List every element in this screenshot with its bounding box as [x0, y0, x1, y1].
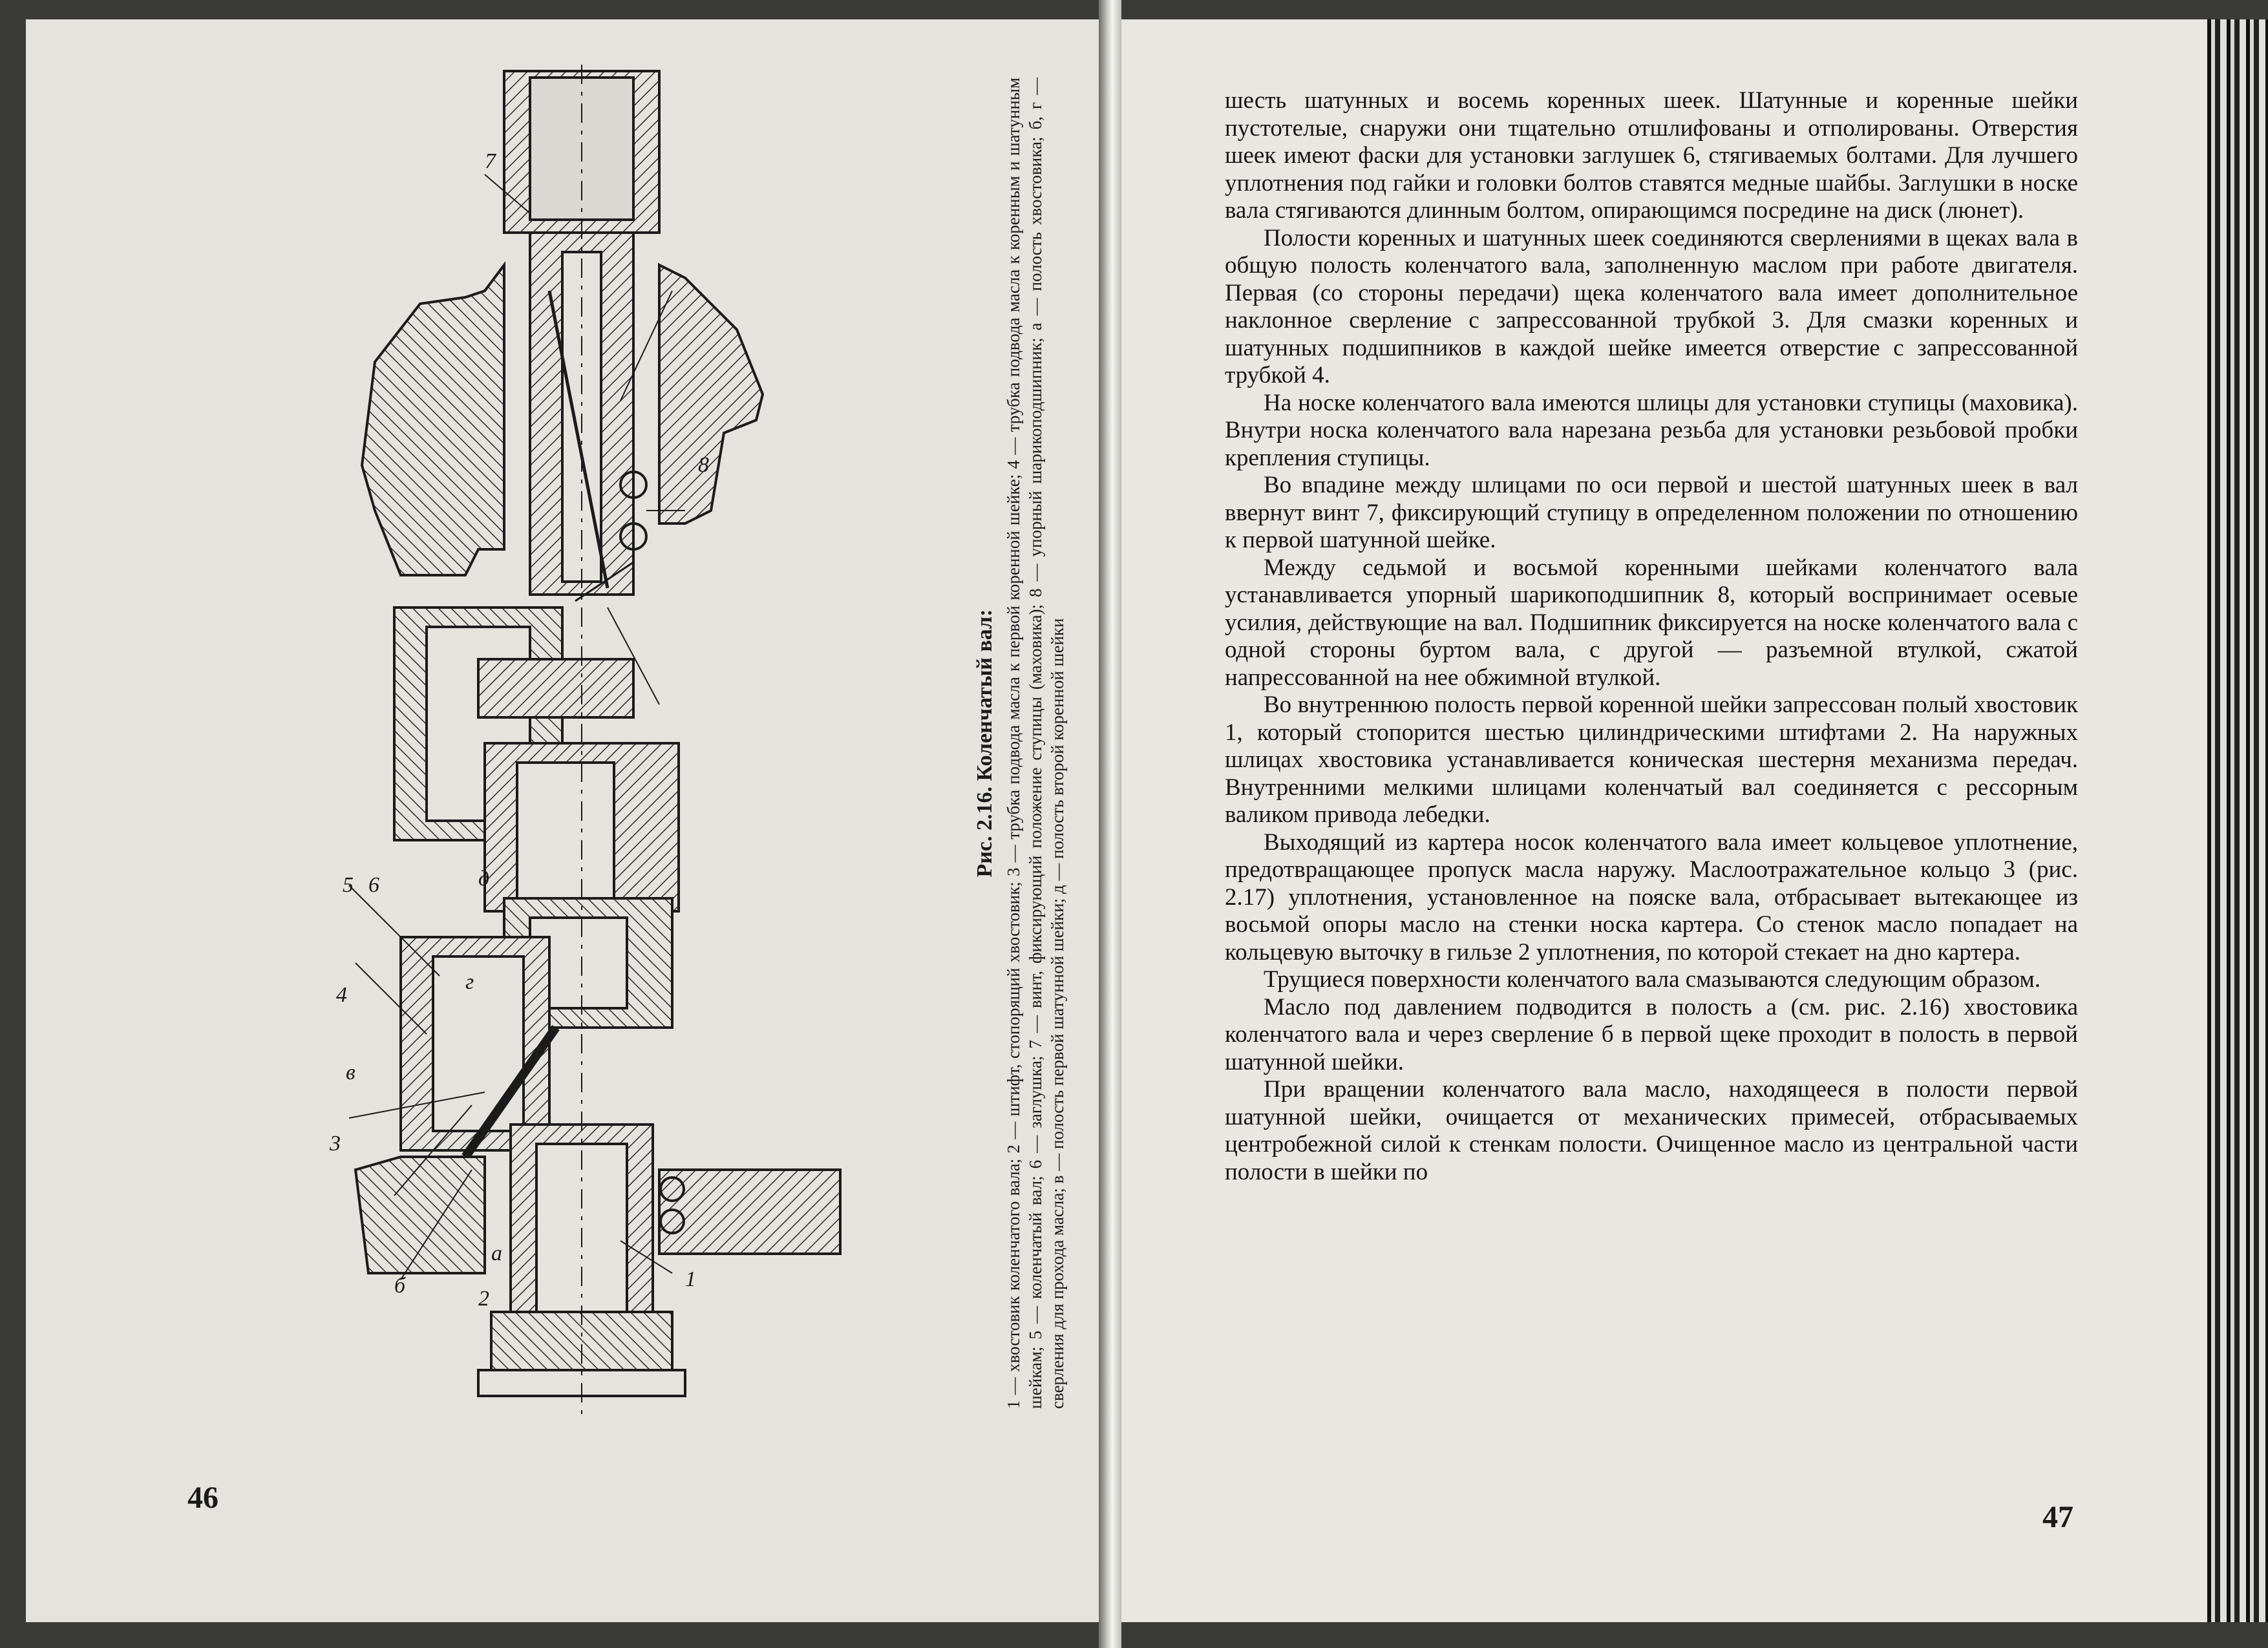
figure-label: 8	[698, 453, 709, 477]
figure-label: 1	[685, 1267, 696, 1291]
paragraph: Во впадине между шлицами по оси первой и шестой шатунных шеек в вал ввернут винт 7, фиксирующий ступицу в определенном положении по отношению к первой шатунной шейке.	[1225, 472, 2078, 553]
crankshaft-drawing	[271, 58, 892, 1422]
figure-label: 5	[343, 873, 354, 897]
paragraph: При вращении коленчатого вала масло, находящееся в полости первой шатунной шейки, очищается от механических примесей, отбрасываемых центробежной силой к стенкам полости. Очищенное масло из центральной части полости в шейки по	[1225, 1076, 2078, 1185]
figure-label: 3	[330, 1132, 341, 1156]
figure-label: г	[465, 970, 474, 994]
paragraph: Полости коренных и шатунных шеек соединяются сверлениями в щеках вала в общую полость коленчатого вала, заполненную маслом при работе двигателя. Первая (со стороны передачи) щека коленчатого вала имеет дополнительное наклонное сверление с запрессованной трубкой 3. Для смазки коренных и шатунных подшипников в каждой шейке имеется отверстие с запрессованной трубкой 4.	[1225, 224, 2078, 388]
paragraph: Масло под давлением подводится в полость а (см. рис. 2.16) хвостовика коленчатого вала и через сверление б в первой щеке проходит в полость в первой шатунной шейки.	[1225, 993, 2078, 1075]
figure-caption	[973, 78, 1108, 1409]
body-text	[1225, 87, 2078, 1186]
paragraph: шесть шатунных и восемь коренных шеек. Шатунные и коренные шейки пустотелые, снаружи они тщательно отшлифованы и отполированы. Отверстия шеек имеют фаски для установки заглушек 6, стягиваемых болтами. Для лучшего уплотнения под гайки и головки болтов ставятся медные шайбы. Заглушки в носке вала стягиваются длинным болтом, опирающимся посредине на диск (люнет).	[1225, 87, 2078, 224]
figure-label: а	[491, 1241, 502, 1265]
paragraph: Выходящий из картера носок коленчатого вала имеет кольцевое уплотнение, предотвращающее пропуск масла наружу. Маслоотражательное кольцо 3 (рис. 2.17) уплотнения, установленное на пояске вала, отбрасывает вытекающее из восьмой опоры масло на стенки носка картера. Со стенок масло попадает на кольцевую выточку в гильзе 2 уплотнения, по которой стекает на дно картера.	[1225, 829, 2078, 966]
caption-text: 1 — хвостовик коленчатого вала; 2 — штифт, стопорящий хвостовик; 3 — трубка подвода масла к первой коренной шейке; 4 — трубка подвода масла к коренным и шатунным шейкам; 5 — коленчатый вал; 6 — заглушка; 7 — винт, фиксирующий положение ступицы (маховика); 8 — упорный шарикоподшипник; а — полость хвостовика; б, г — сверления для прохода масла; в — полость первой шатунной шейки; д — полость второй коренной шейки	[1004, 78, 1067, 1409]
paragraph: На носке коленчатого вала имеются шлицы для установки ступицы (маховика). Внутри носка коленчатого вала нарезана резьба для установки резьбовой пробки крепления ступицы.	[1225, 389, 2078, 471]
figure-label: 7	[485, 149, 496, 173]
figure-label: 4	[336, 983, 347, 1007]
page-number-right: 47	[2042, 1500, 2073, 1534]
caption-title: Рис. 2.16. Коленчатый вал:	[973, 609, 997, 878]
figure-label: 6	[368, 873, 379, 897]
page-edges	[2207, 19, 2268, 1622]
page-number-left: 46	[187, 1481, 218, 1515]
figure-label: д	[478, 867, 490, 891]
paragraph: Во внутреннюю полость первой коренной шейки запрессован полый хвостовик 1, который стопорится шестью цилиндрическими штифтами 2. На наружных шлицах хвостовика устанавливается коническая шестерня механизма передач. Внутренними мелкими шлицами коленчатый вал соединяется с рессорным валиком привода лебедки.	[1225, 692, 2078, 828]
figure-label: 2	[478, 1287, 489, 1311]
figure-label: б	[394, 1274, 406, 1298]
paragraph: Между седьмой и восьмой коренными шейками коленчатого вала устанавливается упорный шарикоподшипник 8, который воспринимает осевые усилия, действующие на вал. Подшипник фиксируется на носке коленчатого вала с одной стороны буртом вала, с другой — разъемной втулкой, сжатой напрессованной на нее обжимной втулкой.	[1225, 554, 2078, 691]
paragraph: Трущиеся поверхности коленчатого вала смазываются следующим образом.	[1264, 966, 2040, 993]
figure-label: в	[346, 1061, 355, 1084]
